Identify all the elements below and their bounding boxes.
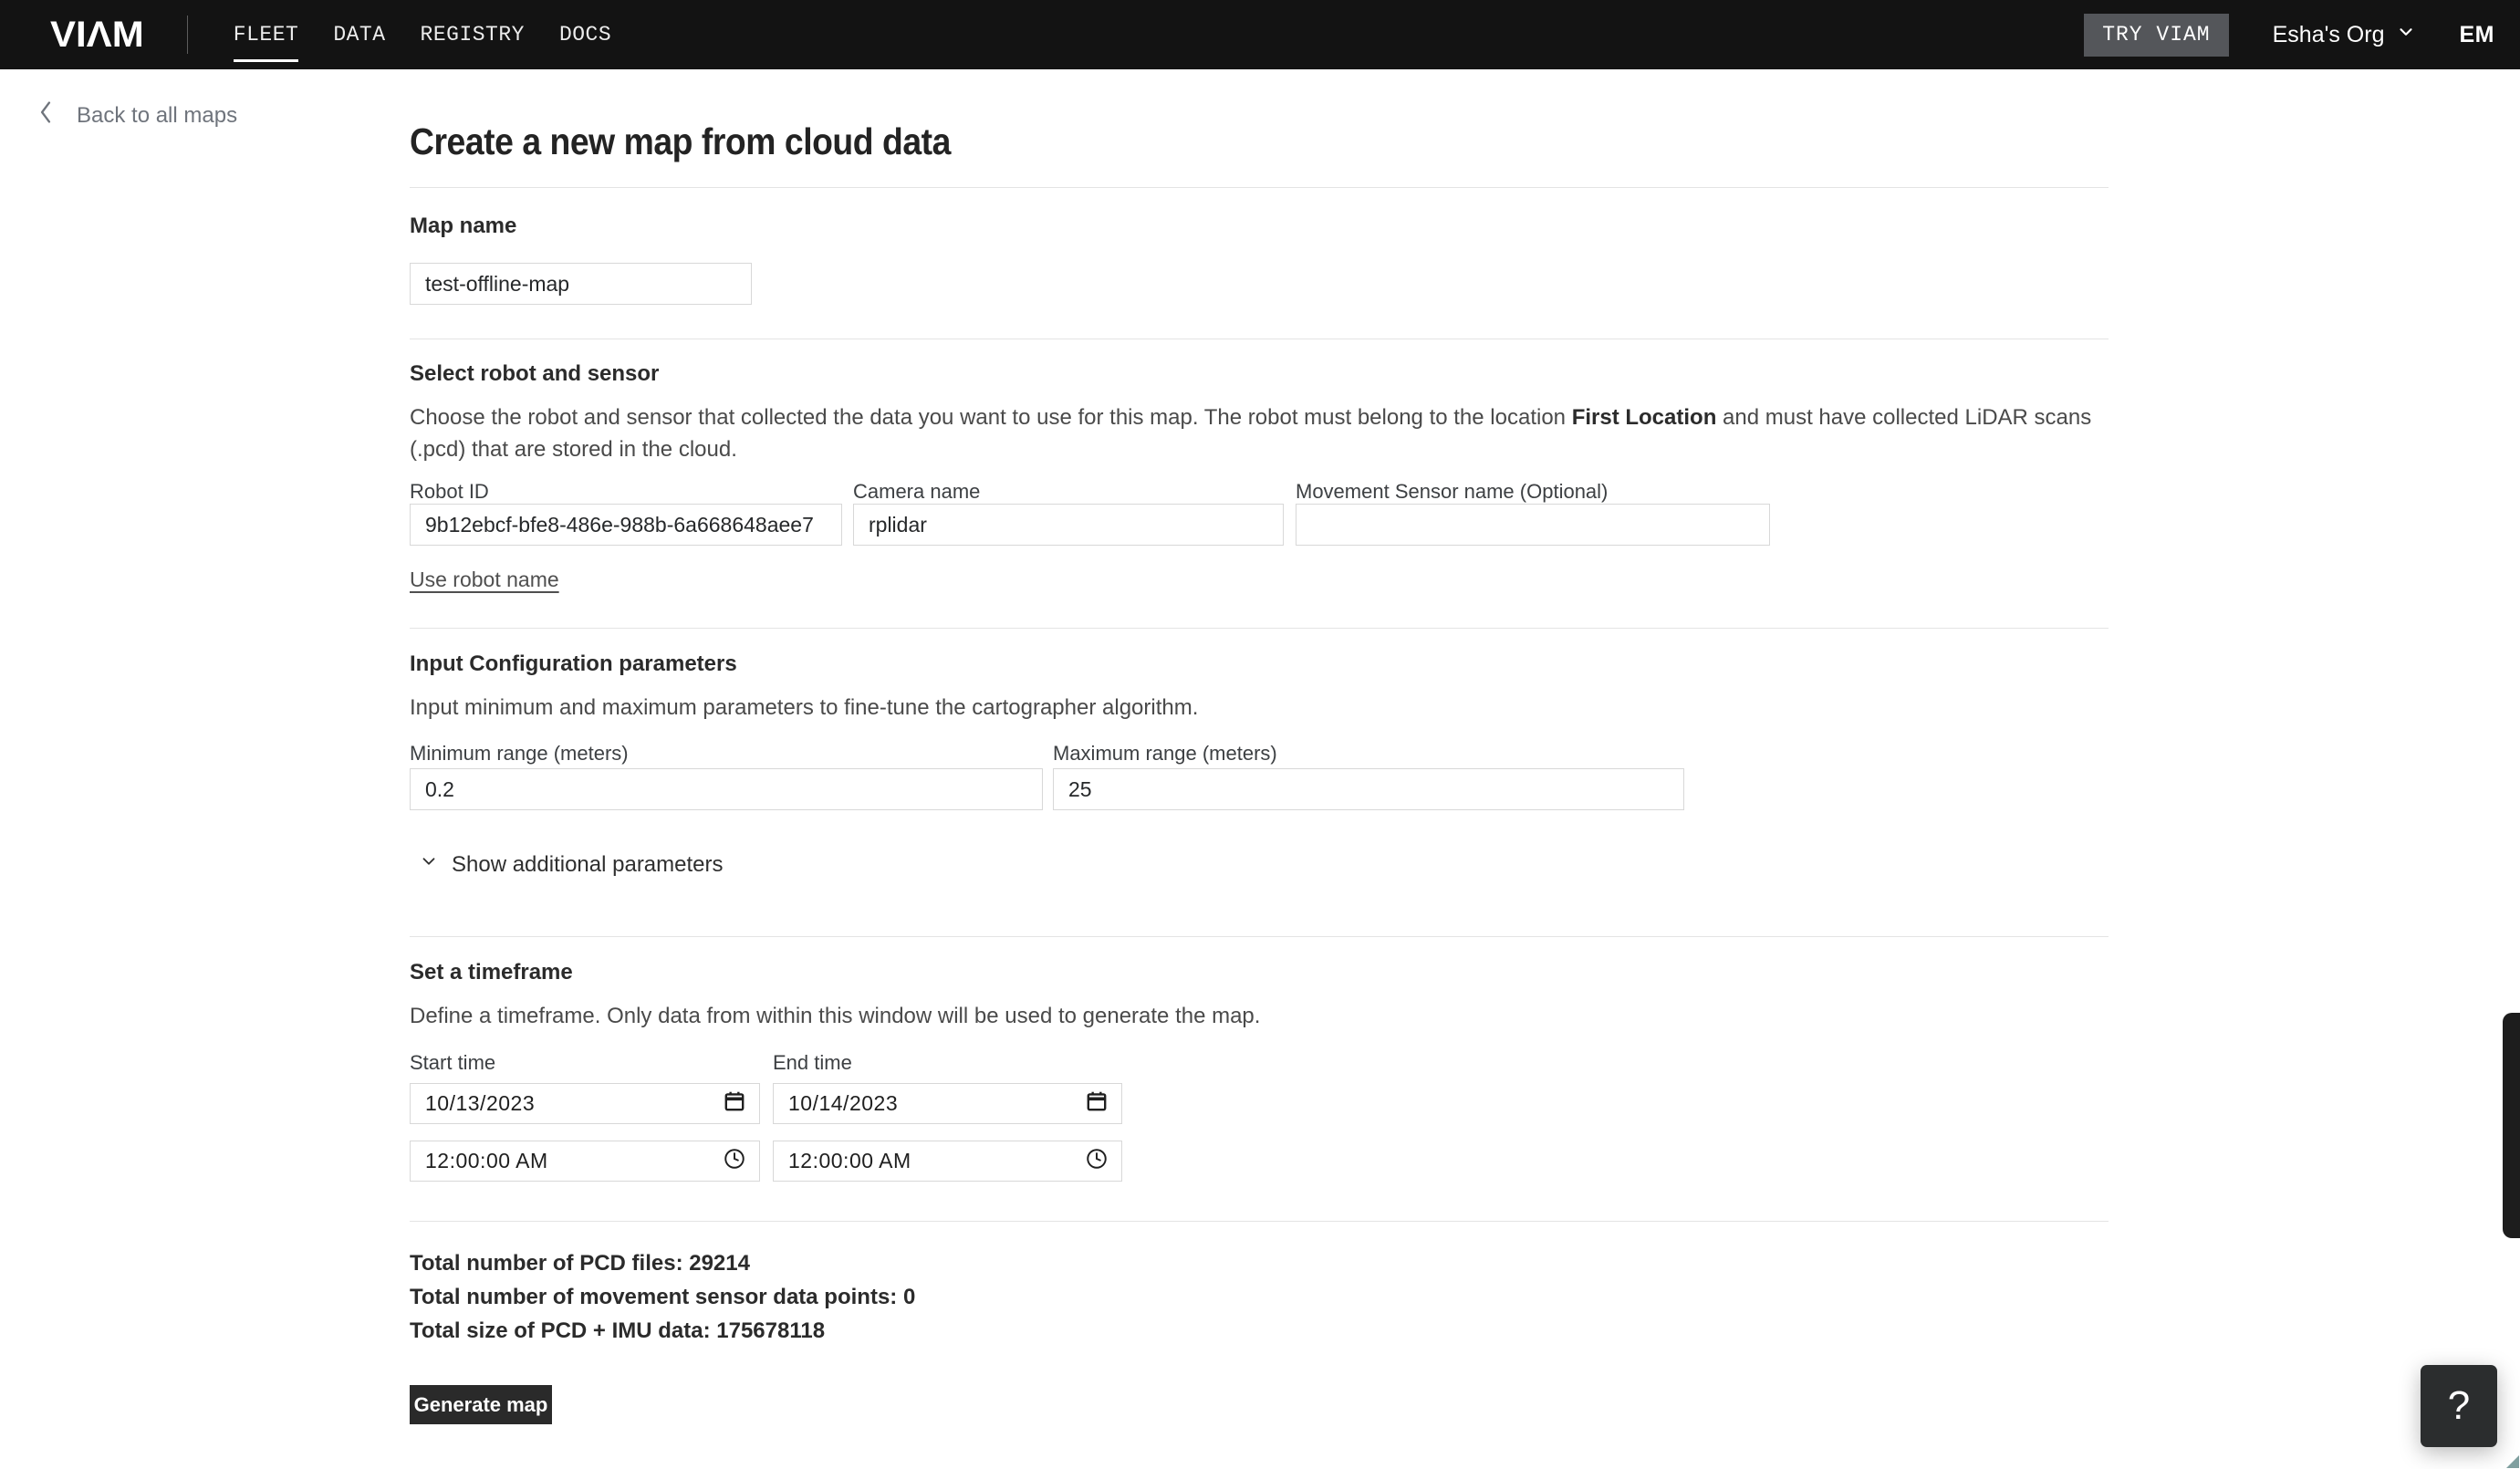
- end-time-input[interactable]: [773, 1141, 1122, 1182]
- topbar-divider: [187, 16, 188, 54]
- help-button[interactable]: ?: [2421, 1365, 2497, 1447]
- clock-icon[interactable]: [723, 1147, 746, 1175]
- timeframe-section-heading: Set a timeframe: [410, 960, 573, 985]
- max-range-label: Maximum range (meters): [1053, 742, 1277, 765]
- viam-logo[interactable]: VIΛM: [50, 14, 144, 55]
- nav-item-docs[interactable]: DOCS: [558, 23, 612, 47]
- org-switcher[interactable]: [2273, 22, 2416, 48]
- edge-scroll-tab[interactable]: [2503, 1013, 2520, 1238]
- back-to-maps-link[interactable]: [36, 100, 237, 130]
- divider: [410, 1221, 2109, 1222]
- movement-sensor-label: Movement Sensor name (Optional): [1296, 480, 1609, 503]
- total-movement-points: Total number of movement sensor data points: 0: [410, 1285, 916, 1309]
- params-section-heading: Input Configuration parameters: [410, 651, 737, 676]
- camera-name-input[interactable]: [853, 504, 1284, 546]
- min-range-label: Minimum range (meters): [410, 742, 629, 765]
- nav-item-registry[interactable]: REGISTRY: [420, 23, 525, 47]
- divider: [410, 628, 2109, 629]
- page-title: Create a new map from cloud data: [410, 120, 951, 162]
- robot-id-input[interactable]: [410, 504, 842, 546]
- total-data-size: Total size of PCD + IMU data: 175678118: [410, 1318, 826, 1343]
- show-additional-parameters-toggle[interactable]: [410, 851, 724, 878]
- end-time-label: End time: [773, 1051, 852, 1074]
- description-text: and must have collected LiDAR scans (.pcd) that are stored in the cloud.: [410, 405, 2092, 462]
- calendar-icon[interactable]: [1085, 1089, 1109, 1118]
- chevron-down-icon: [419, 851, 439, 878]
- use-robot-name-link[interactable]: Use robot name: [410, 568, 559, 591]
- chevron-down-icon: [2396, 22, 2416, 48]
- params-section-description: Input minimum and maximum parameters to fine-tune the cartographer algorithm.: [410, 695, 1199, 720]
- map-name-label: Map name: [410, 214, 517, 238]
- start-date-input[interactable]: [410, 1083, 760, 1124]
- user-avatar-initials[interactable]: EM: [2459, 21, 2494, 47]
- topbar-right: [2084, 14, 2494, 57]
- start-time-label: Start time: [410, 1051, 496, 1074]
- divider: [410, 936, 2109, 937]
- primary-nav: [234, 0, 611, 69]
- generate-map-button[interactable]: Generate map: [410, 1385, 552, 1424]
- robot-section-description: [410, 401, 2109, 465]
- divider: [410, 187, 2109, 188]
- calendar-icon[interactable]: [723, 1089, 746, 1118]
- org-name: Esha's Org: [2272, 21, 2385, 47]
- robot-id-label: Robot ID: [410, 480, 489, 503]
- nav-item-data[interactable]: DATA: [333, 23, 386, 47]
- start-time-value[interactable]: [425, 1149, 723, 1173]
- end-date-value[interactable]: [788, 1091, 1085, 1116]
- chevron-left-icon: [36, 100, 55, 130]
- robot-section-heading: Select robot and sensor: [410, 361, 660, 386]
- back-link-label: Back to all maps: [77, 102, 238, 128]
- map-name-input[interactable]: [410, 263, 752, 305]
- location-name: First Location: [1571, 405, 1717, 430]
- end-time-value[interactable]: [788, 1149, 1085, 1173]
- min-range-input[interactable]: [410, 768, 1043, 810]
- try-viam-button[interactable]: TRY VIAM: [2084, 14, 2228, 57]
- resize-grip: [2506, 1455, 2519, 1468]
- start-date-value[interactable]: [425, 1091, 723, 1116]
- show-additional-parameters-label: Show additional parameters: [452, 851, 724, 877]
- timeframe-section-description: Define a timeframe. Only data from within this window will be used to generate the map.: [410, 1004, 1261, 1028]
- movement-sensor-input[interactable]: [1296, 504, 1770, 546]
- description-text: Choose the robot and sensor that collected the data you want to use for this map. The robot must belong to the location: [410, 405, 1572, 430]
- end-date-input[interactable]: [773, 1083, 1122, 1124]
- start-time-input[interactable]: [410, 1141, 760, 1182]
- nav-item-fleet[interactable]: FLEET: [234, 0, 299, 69]
- total-pcd-files: Total number of PCD files: 29214: [410, 1251, 750, 1276]
- max-range-input[interactable]: [1053, 768, 1684, 810]
- camera-name-label: Camera name: [853, 480, 981, 503]
- clock-icon[interactable]: [1085, 1147, 1109, 1175]
- topbar: [0, 0, 2520, 69]
